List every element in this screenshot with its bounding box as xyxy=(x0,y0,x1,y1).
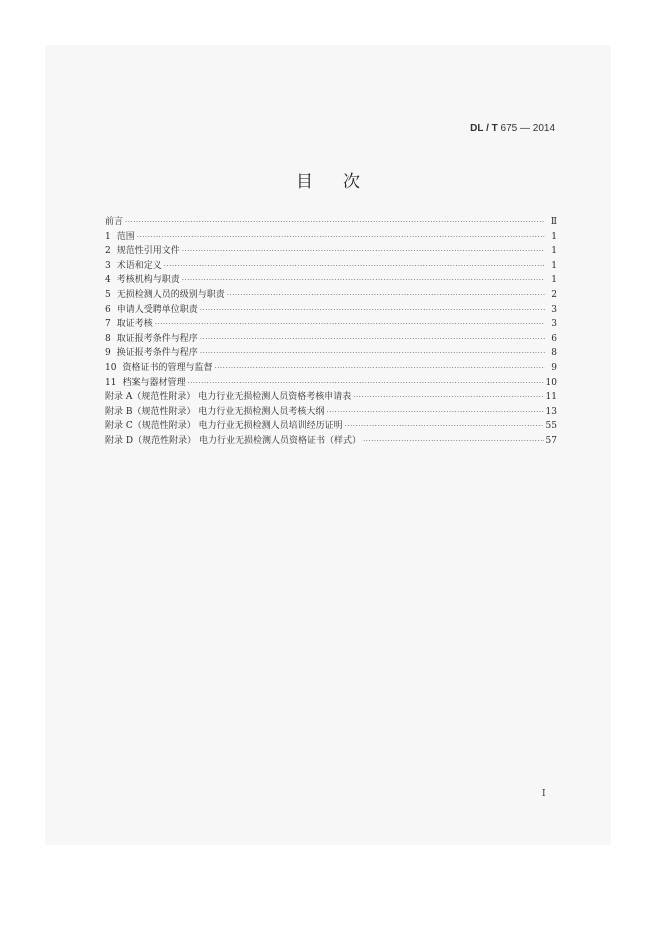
toc-entry-number: 6 xyxy=(105,304,111,315)
toc-dot-leader xyxy=(187,376,543,391)
toc-dot-leader xyxy=(345,419,544,434)
toc-entry[interactable] xyxy=(105,332,557,347)
toc-entry[interactable] xyxy=(105,434,557,449)
toc-entry[interactable] xyxy=(105,376,557,391)
toc-entry[interactable] xyxy=(105,215,557,230)
toc-entry-number: 7 xyxy=(105,319,111,330)
toc-entry-label: 附录 D（规范性附录） 电力行业无损检测人员资格证书（样式） xyxy=(105,435,361,446)
toc-entry-number: 9 xyxy=(105,348,111,359)
standard-code: DL / T xyxy=(470,123,498,134)
toc-entry[interactable] xyxy=(105,419,557,434)
toc-dot-leader xyxy=(353,390,543,405)
toc-dot-leader xyxy=(200,346,545,361)
toc-dot-leader xyxy=(227,288,545,303)
standard-number xyxy=(470,123,555,134)
toc-entry-label: 取证考核 xyxy=(116,319,153,330)
toc-entry-label: 附录 A（规范性附录） 电力行业无损检测人员资格考核申请表 xyxy=(105,392,352,403)
document-page xyxy=(45,45,611,845)
toc-dot-leader xyxy=(164,259,545,274)
table-of-contents xyxy=(105,215,557,449)
toc-entry-page: 1 xyxy=(551,260,557,271)
toc-entry-number: 4 xyxy=(105,275,111,286)
toc-entry[interactable] xyxy=(105,244,557,259)
toc-entry-page: 57 xyxy=(545,435,557,446)
toc-entry[interactable] xyxy=(105,273,557,288)
toc-entry-number: 2 xyxy=(105,246,111,257)
toc-title: 目次 xyxy=(296,172,390,192)
toc-entry-page: 3 xyxy=(551,319,557,330)
toc-dot-leader xyxy=(363,434,544,449)
toc-entry[interactable] xyxy=(105,259,557,274)
toc-entry-label: 术语和定义 xyxy=(116,260,162,271)
toc-entry-label: 范围 xyxy=(116,231,135,242)
toc-entry-page: 55 xyxy=(545,421,557,432)
toc-dot-leader xyxy=(125,215,545,230)
toc-entry-label: 换证报考条件与程序 xyxy=(116,348,198,359)
page-number: I xyxy=(542,789,546,799)
toc-entry[interactable] xyxy=(105,346,557,361)
toc-entry-label: 资格证书的管理与监督 xyxy=(122,362,213,373)
toc-entry-label: 附录 B（规范性附录） 电力行业无损检测人员考核大纲 xyxy=(105,406,325,417)
toc-entry-page: 3 xyxy=(551,304,557,315)
toc-entry-page: 1 xyxy=(551,231,557,242)
toc-entry[interactable] xyxy=(105,230,557,245)
toc-entry-label: 规范性引用文件 xyxy=(116,246,180,257)
toc-entry-page: 9 xyxy=(551,362,557,373)
toc-entry-number: 3 xyxy=(105,260,111,271)
toc-entry-label: 申请人受聘单位职责 xyxy=(116,304,198,315)
toc-entry-page: 6 xyxy=(551,333,557,344)
toc-entry-label: 档案与器材管理 xyxy=(122,377,186,388)
toc-entry-page: Ⅱ xyxy=(550,217,557,227)
toc-entry-page: 8 xyxy=(551,348,557,359)
toc-entry-page: 10 xyxy=(545,377,557,388)
toc-entry-label: 取证报考条件与程序 xyxy=(116,333,198,344)
toc-entry[interactable] xyxy=(105,405,557,420)
toc-entry-page: 1 xyxy=(551,275,557,286)
toc-entry[interactable] xyxy=(105,361,557,376)
toc-dot-leader xyxy=(200,303,545,318)
toc-entry[interactable] xyxy=(105,288,557,303)
toc-dot-leader xyxy=(326,405,543,420)
toc-entry-number: 1 xyxy=(105,231,111,242)
toc-dot-leader xyxy=(200,332,545,347)
standard-year: 675 — 2014 xyxy=(497,123,555,134)
toc-entry[interactable] xyxy=(105,303,557,318)
toc-dot-leader xyxy=(214,361,545,376)
toc-entry[interactable] xyxy=(105,390,557,405)
toc-entry-label: 附录 C（规范性附录） 电力行业无损检测人员培训经历证明 xyxy=(105,421,343,432)
toc-entry-page: 1 xyxy=(551,246,557,257)
toc-entry-number: 10 xyxy=(105,362,117,373)
toc-entry[interactable] xyxy=(105,317,557,332)
toc-dot-leader xyxy=(182,244,545,259)
toc-entry-page: 2 xyxy=(551,289,557,300)
toc-dot-leader xyxy=(155,317,545,332)
toc-entry-label: 考核机构与职责 xyxy=(116,275,180,286)
toc-dot-leader xyxy=(182,273,545,288)
toc-entry-page: 13 xyxy=(545,406,557,417)
toc-entry-label: 前言 xyxy=(105,217,124,227)
toc-entry-page: 11 xyxy=(545,392,557,403)
toc-entry-number: 8 xyxy=(105,333,111,344)
toc-dot-leader xyxy=(137,230,545,245)
toc-entry-number: 5 xyxy=(105,289,111,300)
toc-entry-label: 无损检测人员的级别与职责 xyxy=(116,289,225,300)
toc-entry-number: 11 xyxy=(105,377,117,388)
